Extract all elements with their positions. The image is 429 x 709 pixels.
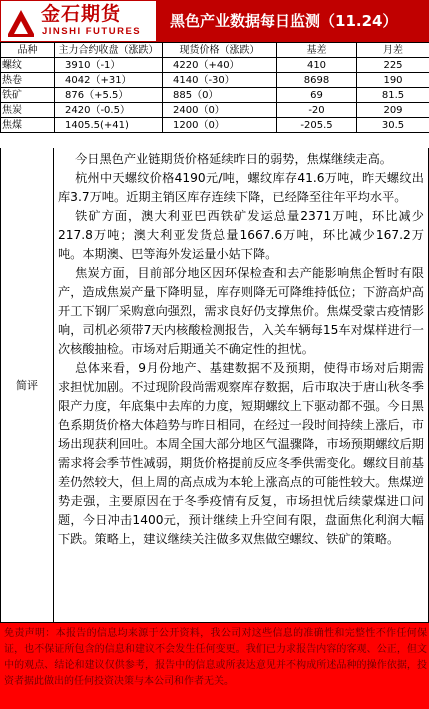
variety-cell: 焦煤 — [1, 118, 55, 133]
commentary-section — [0, 148, 429, 623]
spot-cell: 885（0） — [163, 88, 277, 103]
basis-cell: 8698 — [277, 73, 357, 88]
table-row — [1, 103, 429, 118]
commentary-paragraph: 今日黑色产业链期货价格延续昨日的弱势，焦煤继续走高。 — [75, 152, 392, 166]
column-header-basis: 基差 — [277, 43, 357, 58]
commentary-paragraph: 铁矿方面，澳大利亚巴西铁矿发运总量2371万吨，环比减少217.8万吨；澳大利亚发货总量1667.6万吨，环比减少167.2万吨。本期澳、巴等海外发运量小姑下降。 — [58, 209, 424, 261]
table-row — [1, 88, 429, 103]
close-cell: 1405.5(+41) — [55, 118, 163, 133]
page-title: 黑色产业数据每日监测（11.24） — [170, 12, 398, 30]
variety-cell: 焦炭 — [1, 103, 55, 118]
market-data-table — [0, 42, 429, 133]
basis-cell: 69 — [277, 88, 357, 103]
basis-cell: -205.5 — [277, 118, 357, 133]
variety-cell: 铁矿 — [1, 88, 55, 103]
report-header — [0, 0, 429, 42]
logo-chinese-name: 金石期货 — [41, 3, 122, 25]
close-cell: 4042（+31） — [55, 73, 163, 88]
disclaimer-text: 免责声明：本报告的信息均来源于公开资料，我公司对这些信息的准确性和完整性不作任何保证，也不保证所包含的信息和建议不会发生任何变更。我们已力求报告内容的客观、公正，但文中的观点、结论和建议仅供参考，报告中的信息或所表达意见并不构成所述品种的操作依据，投资者据此做出的任何投资决策与本公司和作者无关。 — [0, 623, 429, 709]
table-row — [1, 73, 429, 88]
table-row — [1, 58, 429, 73]
basis-cell: 410 — [277, 58, 357, 73]
spread-cell: 190 — [357, 73, 429, 88]
spot-cell: 1200（0） — [163, 118, 277, 133]
commentary-body — [58, 150, 424, 549]
commentary-label: 简评 — [1, 148, 54, 622]
variety-cell: 热卷 — [1, 73, 55, 88]
company-logo — [1, 1, 156, 41]
close-cell: 3910（-1） — [55, 58, 163, 73]
spread-cell: 225 — [357, 58, 429, 73]
table-header-row — [1, 43, 429, 58]
close-cell: 876（+5.5） — [55, 88, 163, 103]
column-header-spot: 现货价格（涨跌） — [163, 43, 277, 58]
logo-english-name: JINSHI FUTURES — [42, 26, 142, 37]
spot-cell: 4140（-30） — [163, 73, 277, 88]
spread-cell: 209 — [357, 103, 429, 118]
jinshi-logo-icon — [4, 4, 38, 38]
variety-cell: 螺纹 — [1, 58, 55, 73]
commentary-paragraph: 杭州中天螺纹价格4190元/吨，螺纹库存41.6万吨，昨天螺纹出库3.7万吨。近期主销区库存连续下降，已经降至往年平均水平。 — [58, 171, 424, 204]
spot-cell: 2400（0） — [163, 103, 277, 118]
spread-cell: 30.5 — [357, 118, 429, 133]
spread-cell: 81.5 — [357, 88, 429, 103]
column-header-close: 主力合约收盘（涨跌） — [55, 43, 163, 58]
basis-cell: -20 — [277, 103, 357, 118]
spot-cell: 4220（+40） — [163, 58, 277, 73]
table-row — [1, 118, 429, 133]
commentary-paragraph: 总体来看，9月份地产、基建数据不及预期，使得市场对后期需求担忧加剧。不过现阶段尚需观察库存数据，后市取决于唐山秋冬季限产力度，年底集中去库的力度，短期螺纹上下驱动都不强。今日黑色系期货价格大体趋势与昨日相同，在经过一段时间持续上涨后，市场出现获利回吐。本周全国大部分地区气温骤降，市场预期螺纹后期需求将会季节性减弱，期货价格提前反应冬季供需变化。螺纹目前基差仍然较大，但上周的高点成为本轮上涨高点的可能性较大。焦煤逆势走强，主要原因在于冬季疫情有反复，市场担忧后续蒙煤进口问题，今日冲击1400元，预计继续上升空间有限，盘面焦化利润大幅下跌。策略上，建议继续关注做多双焦做空螺纹、铁矿的策略。 — [58, 361, 424, 546]
column-header-variety: 品种 — [1, 43, 55, 58]
close-cell: 2420（-0.5） — [55, 103, 163, 118]
column-header-spread: 月差 — [357, 43, 429, 58]
commentary-paragraph: 焦炭方面，目前部分地区因环保检查和去产能影响焦企暂时有限产，造成焦炭产量下降明显，库存则降无可降维持低位；下游高炉高开工下钢厂采购意向强烈，需求良好仍支撑焦价。焦煤受蒙古疫情影响，司机必须带7天内核酸检测报告，入关车辆每15车对煤样进行一次核酸抽检。市场对后期通关不确定性的担忧。 — [58, 266, 424, 356]
